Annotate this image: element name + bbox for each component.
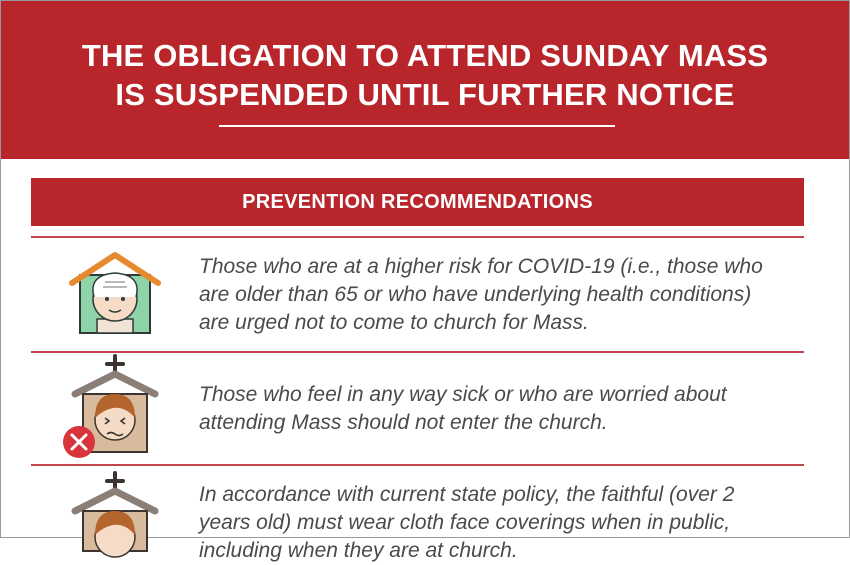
headline-line-1: THE OBLIGATION TO ATTEND SUNDAY MASS	[81, 38, 769, 73]
sick-person-church-icon	[61, 354, 165, 460]
text-line: Those who are at a higher risk for COVID-19 (i.e., those who	[199, 255, 763, 278]
text-line: including when they are at church.	[199, 539, 518, 562]
text-line: are urged not to come to church for Mass.	[199, 311, 589, 334]
headline-line-2: IS SUSPENDED UNTIL FURTHER NOTICE	[115, 77, 735, 112]
text-line: Those who feel in any way sick or who are worried about	[199, 383, 727, 406]
text-line: years old) must wear cloth face coverings when in public,	[199, 511, 731, 534]
header-underline	[219, 125, 615, 127]
text-line: are older than 65 or who have underlying health conditions)	[199, 283, 752, 306]
text-line: In accordance with current state policy, the faithful (over 2	[199, 483, 735, 506]
header-banner	[1, 1, 849, 159]
section-title-bar: PREVENTION RECOMMENDATIONS	[31, 178, 804, 226]
divider	[31, 351, 804, 353]
masked-person-church-icon	[61, 471, 165, 539]
elderly-person-home-icon	[67, 249, 163, 339]
recommendation-text-2	[199, 381, 819, 437]
recommendation-text-3	[199, 481, 819, 565]
text-line: attending Mass should not enter the church.	[199, 411, 608, 434]
divider	[31, 464, 804, 466]
recommendation-text-1	[199, 253, 819, 337]
divider	[31, 236, 804, 238]
